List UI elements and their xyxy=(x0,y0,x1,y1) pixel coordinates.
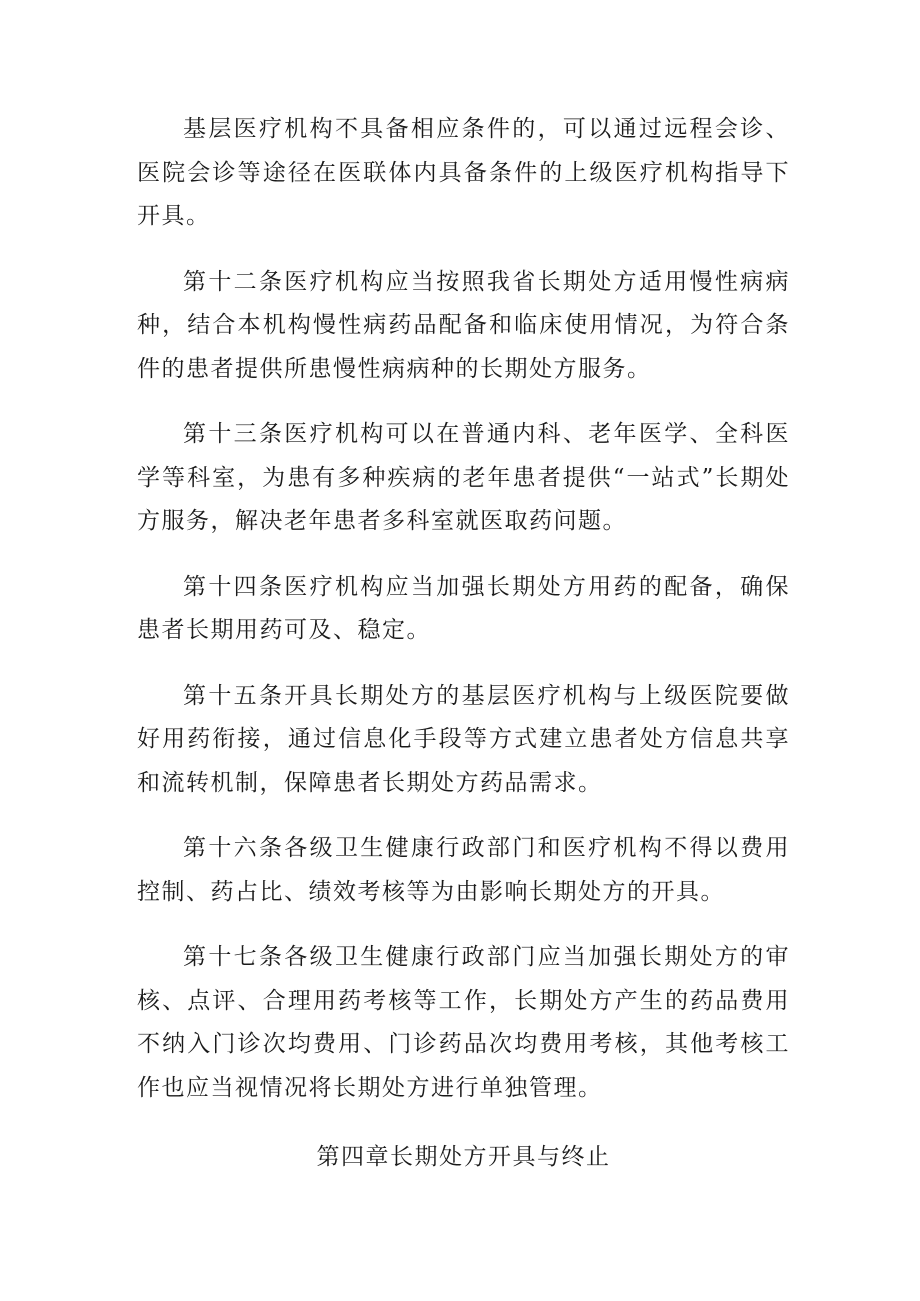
paragraph-article-15: 第十五条开具长期处方的基层医疗机构与上级医院要做好用药衔接，通过信息化手段等方式建立患者处方信息共享和流转机制，保障患者长期处方药品需求。 xyxy=(137,682,790,796)
paragraph-article-14: 第十四条医疗机构应当加强长期处方用药的配备，确保患者长期用药可及、稳定。 xyxy=(137,573,790,643)
paragraph-basic-institutions: 基层医疗机构不具备相应条件的，可以通过远程会诊、医院会诊等途径在医联体内具备条件的上级医疗机构指导下开具。 xyxy=(137,116,790,229)
chapter-heading: 第四章长期处方开具与终止 xyxy=(316,1144,611,1170)
paragraph-article-17: 第十七条各级卫生健康行政部门应当加强长期处方的审核、点评、合理用药考核等工作，长期处方产生的药品费用不纳入门诊次均费用、门诊药品次均费用考核，其他考核工作也应当视情况将长期处方进行单独管理。 xyxy=(137,944,790,1101)
paragraph-article-16: 第十六条各级卫生健康行政部门和医疗机构不得以费用控制、药占比、绩效考核等为由影响长期处方的开具。 xyxy=(137,835,790,905)
paragraph-article-13: 第十三条医疗机构可以在普通内科、老年医学、全科医学等科室，为患有多种疾病的老年患者提供“一站式”长期处方服务，解决老年患者多科室就医取药问题。 xyxy=(137,421,790,534)
paragraph-article-12: 第十二条医疗机构应当按照我省长期处方适用慢性病病种，结合本机构慢性病药品配备和临床使用情况，为符合条件的患者提供所患慢性病病种的长期处方服务。 xyxy=(137,268,790,382)
